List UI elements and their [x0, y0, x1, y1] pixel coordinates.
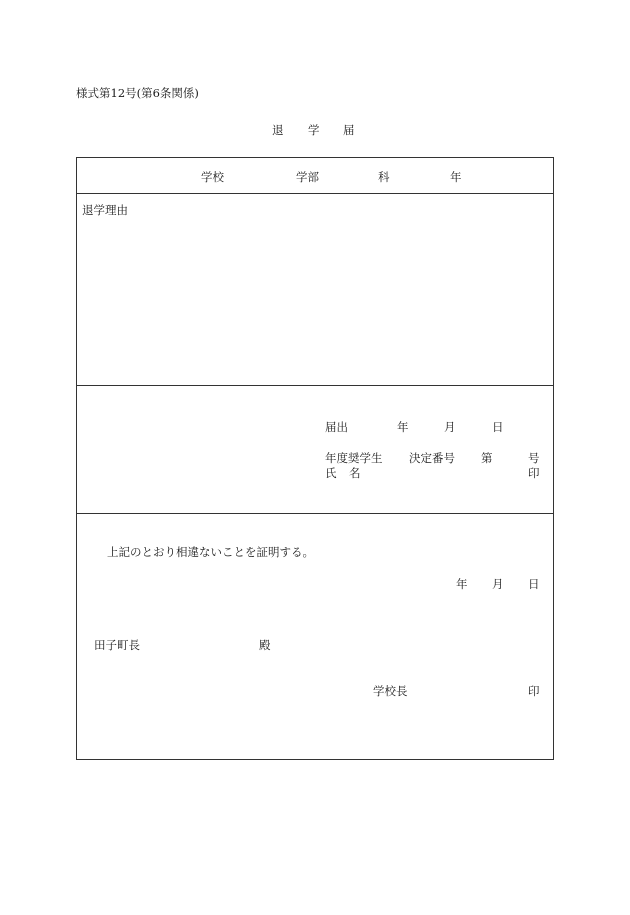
submitted-label: 届出 — [325, 420, 348, 434]
name-label-2: 名 — [349, 466, 361, 480]
row-divider-1 — [76, 193, 554, 194]
recipient-label: 田子町長 — [94, 638, 140, 652]
reason-label: 退学理由 — [82, 203, 128, 217]
form-number: 様式第12号(第6条関係) — [76, 86, 199, 100]
row-divider-2 — [76, 385, 554, 386]
principal-label: 学校長 — [373, 684, 408, 698]
decision-number-label: 決定番号 — [409, 451, 455, 465]
principal-seal-label: 印 — [528, 684, 540, 698]
title-char-2: 学 — [308, 123, 320, 137]
fiscal-year-scholar-label: 年度奨学生 — [325, 451, 383, 465]
dai-label: 第 — [481, 451, 493, 465]
certification-day-label: 日 — [528, 577, 540, 591]
row-divider-3 — [76, 513, 554, 514]
reason-field[interactable] — [82, 222, 548, 377]
name-label-1: 氏 — [325, 466, 337, 480]
honorific-label: 殿 — [259, 638, 271, 652]
submitted-day-label: 日 — [492, 420, 504, 434]
title-char-1: 退 — [272, 123, 284, 137]
certification-month-label: 月 — [492, 577, 504, 591]
grade-year-label: 年 — [450, 170, 462, 184]
school-label: 学校 — [201, 170, 224, 184]
submitted-year-label: 年 — [397, 420, 409, 434]
submitted-month-label: 月 — [444, 420, 456, 434]
department-label: 科 — [378, 170, 390, 184]
faculty-label: 学部 — [296, 170, 319, 184]
certification-year-label: 年 — [456, 577, 468, 591]
gou-label: 号 — [528, 451, 540, 465]
applicant-seal-label: 印 — [528, 466, 540, 480]
certification-statement: 上記のとおり相違ないことを証明する。 — [107, 545, 314, 559]
title-char-3: 届 — [343, 123, 355, 137]
